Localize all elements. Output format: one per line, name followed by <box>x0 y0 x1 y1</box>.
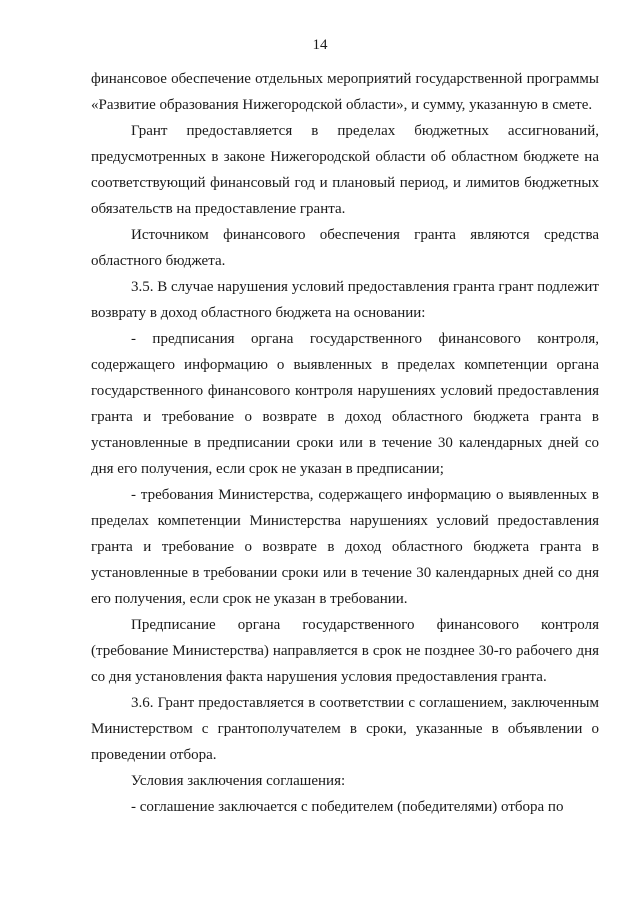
paragraph-bullet-requirement: - требования Министерства, содержащего информацию о выявленных в пределах компетенции Министерства нарушениях условий предоставления гранта и требование о возврате в доход областного бюджета гранта в установленные в требовании сроки или в течение 30 календарных дней со дня его получения, если срок не указан в требовании. <box>91 487 599 607</box>
paragraph-funding-source: Источником финансового обеспечения гранта являются средства областного бюджета. <box>91 227 599 269</box>
paragraph-bullet-order: - предписания органа государственного финансового контроля, содержащего информацию о выявленных в пределах компетенции органа государственного финансового контроля нарушениях условий предоставления гранта и требование о возврате в доход областного бюджета гранта в установленные в предписании сроки или в течение 30 календарных дней со дня его получения, если срок не указан в предписании; <box>91 331 599 477</box>
paragraph-grant-limits: Грант предоставляется в пределах бюджетных ассигнований, предусмотренных в законе Нижегородской области об областном бюджете на соответствующий финансовый год и плановый период, и лимитов бюджетных обязательств на предоставление гранта. <box>91 123 599 217</box>
paragraph-section-3-5: 3.5. В случае нарушения условий предоставления гранта грант подлежит возврату в доход областного бюджета на основании: <box>91 279 599 321</box>
paragraph-bullet-agreement: - соглашение заключается с победителем (победителями) отбора по <box>131 799 564 815</box>
paragraph-section-3-6: 3.6. Грант предоставляется в соответствии с соглашением, заключенным Министерством с грантополучателем в сроки, указанные в объявлении о проведении отбора. <box>91 695 599 763</box>
page-number: 14 <box>312 37 328 53</box>
paragraph-continuation: финансовое обеспечение отдельных мероприятий государственной программы «Развитие образования Нижегородской области», и сумму, указанную в смете. <box>91 71 599 113</box>
paragraph-agreement-conditions: Условия заключения соглашения: <box>131 773 346 789</box>
paragraph-order-deadline: Предписание органа государственного финансового контроля (требование Министерства) направляется в срок не позднее 30-го рабочего дня со дня установления факта нарушения условия предоставления гранта. <box>91 617 599 685</box>
document-body <box>91 66 599 820</box>
